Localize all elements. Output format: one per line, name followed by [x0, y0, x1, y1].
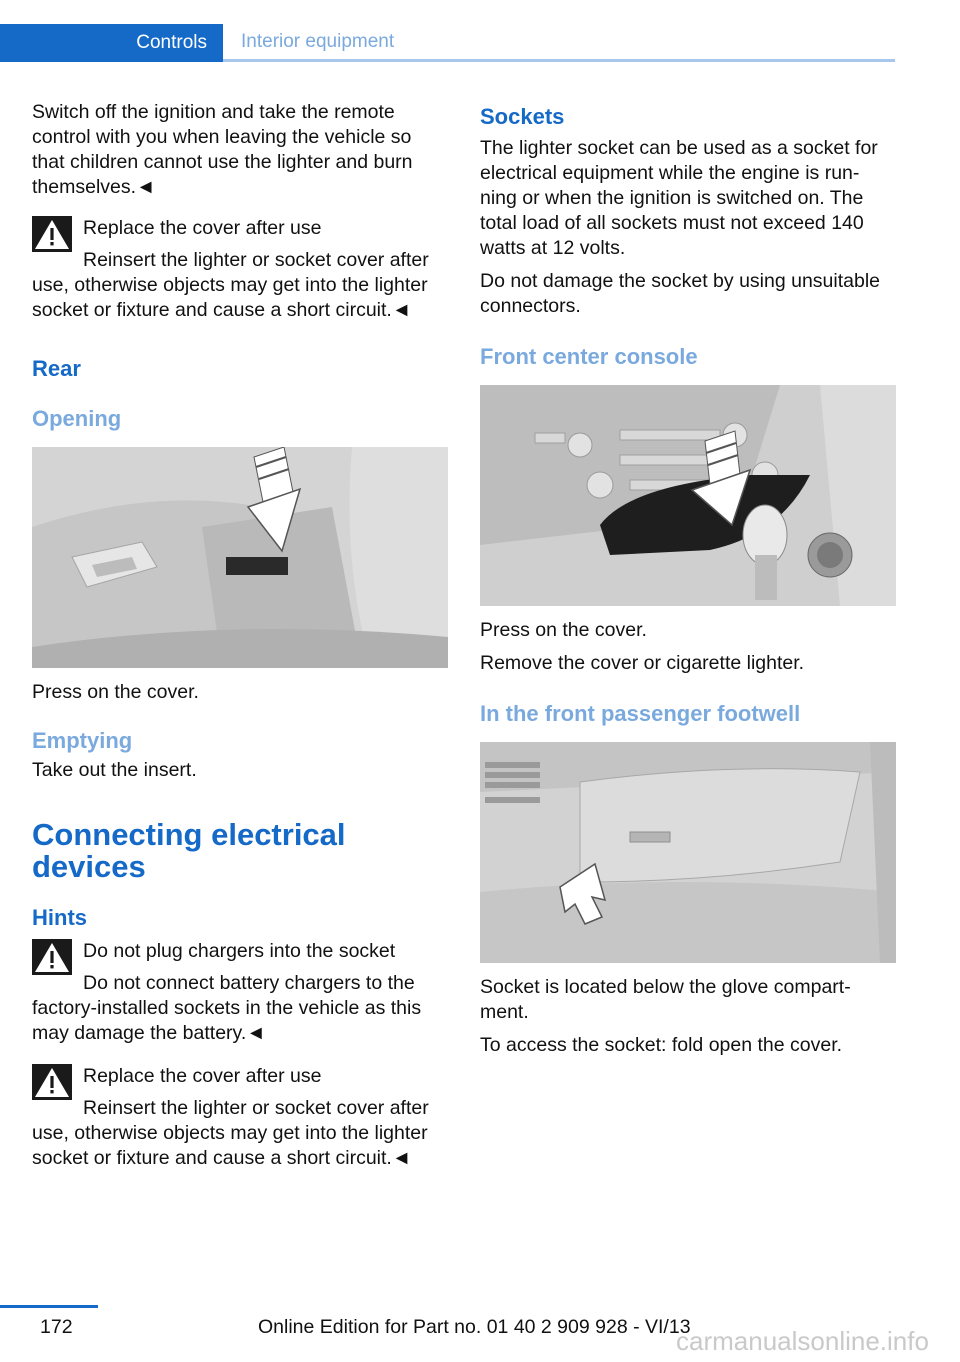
emptying-heading: Emptying: [32, 728, 133, 753]
warning-icon: [32, 939, 72, 975]
rear-door-illustration: [32, 447, 448, 668]
edition-text: Online Edition for Part no. 01 40 2 909 928 - VI/13: [258, 1316, 691, 1338]
left-column: [32, 100, 448, 1171]
connecting-devices-heading: [32, 819, 448, 883]
warning-title: Do not plug chargers into the socket: [83, 940, 396, 962]
front-console-heading: Front center console: [480, 344, 698, 369]
connecting-heading-line2: devices: [32, 849, 146, 884]
warning-body-first: Reinsert the lighter or socket cover after: [83, 1097, 429, 1119]
watermark-text: carmanualsonline.info: [676, 1326, 929, 1356]
tab-controls[interactable]: [0, 24, 223, 62]
warning-body-rest: use, otherwise objects may get into the lighter socket or fixture and cause a short circuit.◄: [32, 1122, 428, 1169]
footwell-text-2: To access the socket: fold open the cover.: [480, 1034, 843, 1056]
warning-icon: [32, 1064, 72, 1100]
connecting-heading-line1: Connecting electrical: [32, 817, 346, 852]
tab-interior-equipment[interactable]: [223, 24, 895, 62]
footer-accent-line: [0, 1305, 98, 1308]
warning-replace-cover-2: [32, 1064, 448, 1171]
emptying-text: Take out the insert.: [32, 759, 197, 781]
intro-text: Switch off the ignition and take the remote control with you when leaving the vehicle so that children cannot use the lighter and burn themselves.◄: [32, 101, 413, 198]
header-tabs: [0, 24, 895, 62]
warning-title: Replace the cover after use: [83, 1065, 322, 1087]
sockets-text: The lighter socket can be used as a socket for electrical equipment while the engine is run‐ ning or when the ignition is switched on. The total load of all sockets must not exceed 140 watts at 12 volts.: [480, 137, 878, 259]
warning-body-first: Do not connect battery chargers to the: [83, 972, 415, 994]
warning-body-rest: use, otherwise objects may get into the lighter socket or fixture and cause a short circuit.◄: [32, 274, 428, 321]
footwell-heading: In the front passenger footwell: [480, 701, 801, 726]
front-console-photo: [480, 385, 896, 606]
footwell-photo: [480, 742, 896, 963]
rear-heading: Rear: [32, 356, 81, 381]
tab-interior-equipment-label: Interior equipment: [241, 30, 395, 52]
center-console-illustration: [480, 385, 896, 606]
right-column: [480, 100, 896, 1058]
console-text-2: Remove the cover or cigarette lighter.: [480, 652, 805, 674]
console-text-1: Press on the cover.: [480, 619, 647, 641]
footwell-text-1: Socket is located below the glove compart‐ ment.: [480, 976, 851, 1023]
warning-chargers: [32, 939, 448, 1046]
opening-text: Press on the cover.: [32, 681, 199, 703]
opening-heading: Opening: [32, 406, 122, 431]
glovebox-illustration: [480, 742, 896, 963]
warning-title: Replace the cover after use: [83, 217, 322, 239]
warning-replace-cover-1: [32, 216, 448, 323]
sockets-heading: Sockets: [480, 104, 565, 129]
hints-heading: Hints: [32, 905, 87, 930]
page-number: 172: [40, 1316, 73, 1338]
rear-ashtray-photo: [32, 447, 448, 668]
sockets-text-2: Do not damage the socket by using unsuitable connectors.: [480, 270, 881, 317]
warning-body-first: Reinsert the lighter or socket cover after: [83, 249, 429, 271]
warning-icon: [32, 216, 72, 252]
warning-body-rest: factory-installed sockets in the vehicle as this may damage the battery.◄: [32, 997, 422, 1044]
tab-controls-label: Controls: [136, 32, 207, 53]
